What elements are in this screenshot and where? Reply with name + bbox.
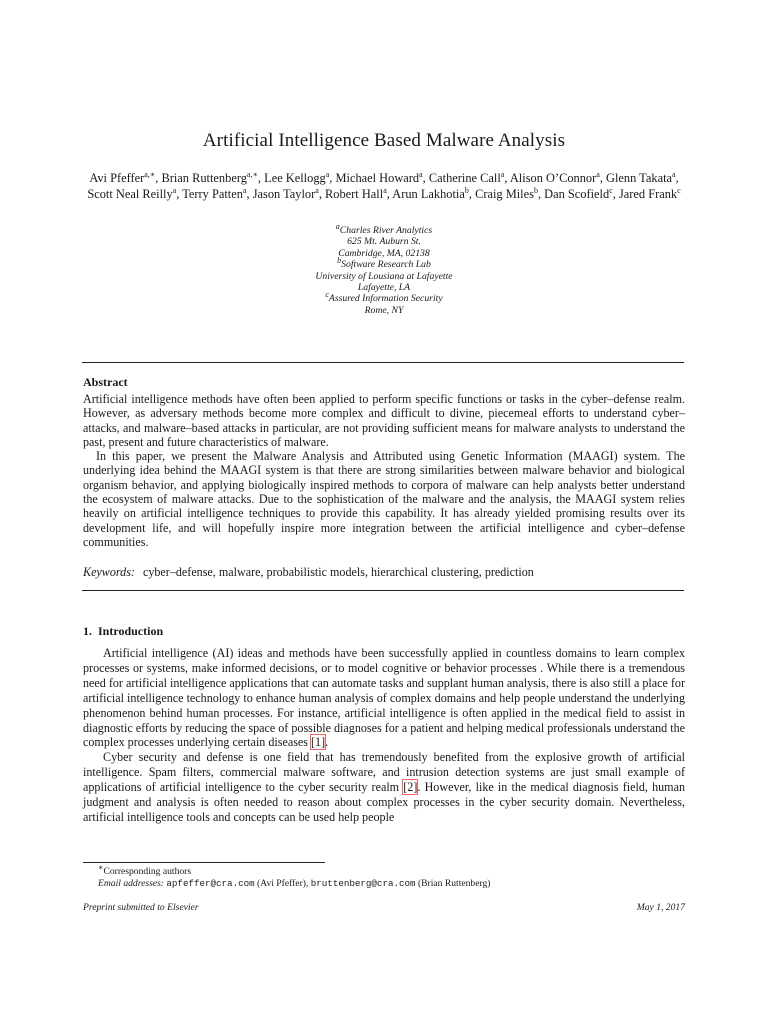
author: Craig Miles$^b$, [475, 185, 545, 201]
footer-date: May 1, 2017 [636, 902, 685, 913]
email-owner: (Brian Ruttenberg) [417, 878, 491, 890]
footnote [98, 862, 491, 891]
author: Avi Pfeffer$^{a,∗}$, [89, 169, 162, 185]
affiliation-line: $^c$Assured Information Security [325, 290, 443, 305]
affiliation-line: Rome, NY [364, 304, 404, 316]
keywords-text: cyber–defense, malware, probabilistic models, hierarchical clustering, prediction [142, 565, 534, 579]
author: Catherine Call$^a$, [428, 169, 510, 185]
email-label: Email addresses: [98, 878, 164, 890]
affiliation-line: University of Lousiana at Lafayette [315, 270, 453, 282]
author: Scott Neal Reilly$^a$, [87, 185, 183, 201]
affiliation-line: $^b$Software Research Lab [337, 255, 431, 271]
affiliation-line: 625 Mt. Auburn St. [347, 236, 421, 248]
author: Michael Howard$^a$, [335, 169, 429, 185]
citation-link[interactable]: [2] [403, 780, 418, 795]
author: Lee Kellogg$^a$, [264, 169, 336, 185]
author: Jared Frank$^c$ [618, 185, 681, 201]
affiliation-line: Lafayette, LA [357, 282, 411, 294]
paper-title: Artificial Intelligence Based Malware Analysis [202, 130, 566, 151]
citation-link[interactable]: [1] [311, 735, 326, 750]
author: Brian Ruttenberg$^{a,∗}$, [161, 169, 265, 185]
body-paragraph: Cyber security and defense is one field that has tremendously benefited from the explosive growth of artificial intelligence. Spam filters, commercial malware software, and intrusion detection systems are just small example of applications of artificial intelligence to the cyber security realm [2]. However, like in the medical diagnosis field, human judgment and analysis is often needed to reason about complex processes in the cyber security domain. Nevertheless, artificial intelligence tools and concepts can be used help people [83, 750, 685, 824]
footnote-corresponding: ∗Corresponding authors [98, 862, 192, 877]
affiliation-line: $^a$Charles River Analytics [335, 221, 433, 236]
footnote-rule [83, 862, 325, 863]
author: Glenn Takata$^a$, [606, 169, 679, 185]
introduction-body [83, 646, 685, 825]
section-heading-introduction [83, 624, 163, 639]
email-address[interactable]: apfeffer@cra.com [166, 878, 255, 890]
abstract-heading: Abstract [83, 375, 128, 389]
abstract-paragraph: In this paper, we present the Malware Analysis and Attributed using Genetic Information (MAAGI) system. The underlying idea behind the MAAGI system is that there are strong similarities between malware behavior and biological organism behavior, and applying biologically inspired methods to corpora of malware can help analysts better understand the ecosystem of malware attacks. Due to the sophistication of the malware and the analysis, the MAAGI system relies heavily on artificial intelligence techniques to provide this capability. It has already yielded promising results over its development life, and will hopefully inspire more integration between the artificial intelligence and cyber–defense communities. [83, 449, 685, 549]
abstract-paragraph: Artificial intelligence methods have often been applied to perform specific functions or tasks in the cyber–defense realm. However, as adversary methods become more complex and difficult to divine, piecemeal efforts to understand cyber–attacks, and malware–based attacks in particular, are not providing sufficient means for malware analysts to understand the past, present and future characteristics of malware. [83, 392, 685, 449]
affiliations [0, 221, 768, 316]
abstract-top-rule [82, 362, 684, 363]
keywords [83, 565, 685, 579]
email-address[interactable]: bruttenberg@cra.com [310, 878, 416, 890]
author: Jason Taylor$^a$, [252, 185, 326, 201]
body-paragraph: Artificial intelligence (AI) ideas and methods have been successfully applied in countless domains to learn complex processes or systems, make informed decisions, or to model cognitive or behavior processes . While there is a tremendous need for artificial intelligence applications that can automate tasks and supplant human analysis, there is also still a place for artificial intelligence technology to enhance human analysis of complex domains and help people understand the underlying phenomenon behind human processes. For instance, artificial intelligence is often applied in the medical field to assist in diagnostic efforts by reducing the space of possible diagnoses for a patient and helping medical professionals understand the complex processes underlying certain diseases [1]. [83, 646, 685, 750]
footnote-emails [98, 878, 491, 890]
author: Arun Lakhotia$^b$, [392, 185, 476, 201]
section-number: 1. [83, 624, 92, 638]
email-owner: (Avi Pfeffer), [257, 878, 309, 890]
abstract-bottom-rule [82, 590, 684, 591]
section-title: Introduction [98, 624, 164, 638]
author: Dan Scofield$^c$, [544, 185, 619, 201]
author: Alison O’Connor$^a$, [509, 169, 607, 185]
footer-preprint-note: Preprint submitted to Elsevier [83, 902, 199, 913]
affiliation-line: Cambridge, MA, 02138 [338, 247, 430, 259]
keywords-label: Keywords: [83, 565, 135, 579]
author-list [82, 170, 686, 202]
abstract-body [83, 392, 685, 549]
author: Robert Hall$^a$, [325, 185, 393, 201]
author: Terry Patten$^a$, [182, 185, 253, 201]
